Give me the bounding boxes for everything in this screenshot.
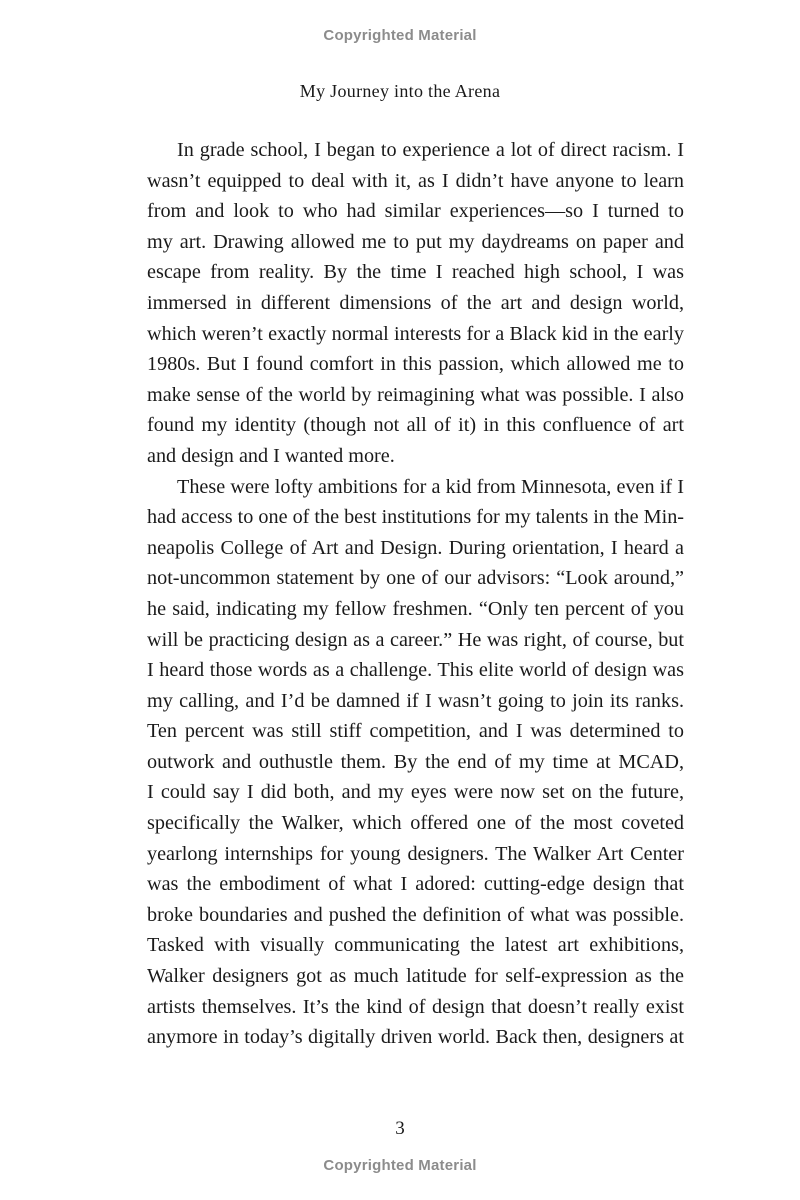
text-line: he said, indicating my fellow freshmen. “Only ten percent of you [147,597,684,620]
text-line: was the embodiment of what I adored: cutting-edge design that [147,873,684,896]
text-line: immersed in different dimensions of the art and design world, [147,291,684,314]
body-text [117,135,684,1053]
text-line: specifically the Walker, which offered one of the most coveted [147,812,684,835]
text-line: Walker designers got as much latitude for self-expression as the [147,965,684,988]
text-line: escape from reality. By the time I reached high school, I was [147,261,684,284]
text-line: outwork and outhustle them. By the end of my time at MCAD, [147,750,684,773]
text-line: anymore in today’s digitally driven world. Back then, designers at [147,1026,684,1049]
text-line: broke boundaries and pushed the definition of what was possible. [147,903,684,926]
text-line: yearlong internships for young designers. The Walker Art Center [147,842,684,865]
running-head-chapter-title: My Journey into the Arena [299,81,501,101]
text-line: artists themselves. It’s the kind of design that doesn’t really exist [147,995,684,1018]
text-line: wasn’t equipped to deal with it, as I didn’t have anyone to learn [147,169,684,192]
text-line: had access to one of the best institutions for my talents in the Min- [147,506,684,529]
text-line: make sense of the world by reimagining what was possible. I also [147,383,684,406]
text-line: I heard those words as a challenge. This elite world of design was [147,659,684,682]
text-line: neapolis College of Art and Design. During orientation, I heard a [147,536,684,559]
paragraph-2 [117,472,684,1053]
text-line: I could say I did both, and my eyes were now set on the future, [147,781,684,804]
text-line: Ten percent was still stiff competition, and I was determined to [147,720,684,743]
text-line: which weren’t exactly normal interests for a Black kid in the early [147,322,684,345]
page-number: 3 [395,1118,405,1139]
text-line: and design and I wanted more. [147,444,395,467]
text-line: will be practicing design as a career.” He was right, of course, but [147,628,684,651]
copyright-watermark-top: Copyrighted Material [323,27,477,44]
text-line: found my identity (though not all of it) in this confluence of art [147,414,684,437]
copyright-watermark-bottom: Copyrighted Material [323,1157,477,1174]
text-line: my calling, and I’d be damned if I wasn’t going to join its ranks. [147,689,684,712]
text-line: 1980s. But I found comfort in this passion, which allowed me to [147,353,684,376]
text-line: In grade school, I began to experience a lot of direct racism. I [177,139,684,161]
text-line: my art. Drawing allowed me to put my daydreams on paper and [147,230,684,253]
text-line: not-uncommon statement by one of our advisors: “Look around,” [147,567,684,590]
text-line: These were lofty ambitions for a kid from Minnesota, even if I [177,475,684,498]
text-line: Tasked with visually communicating the latest art exhibitions, [147,934,684,957]
text-line: from and look to who had similar experiences—so I turned to [147,200,684,223]
paragraph-1 [117,135,684,472]
